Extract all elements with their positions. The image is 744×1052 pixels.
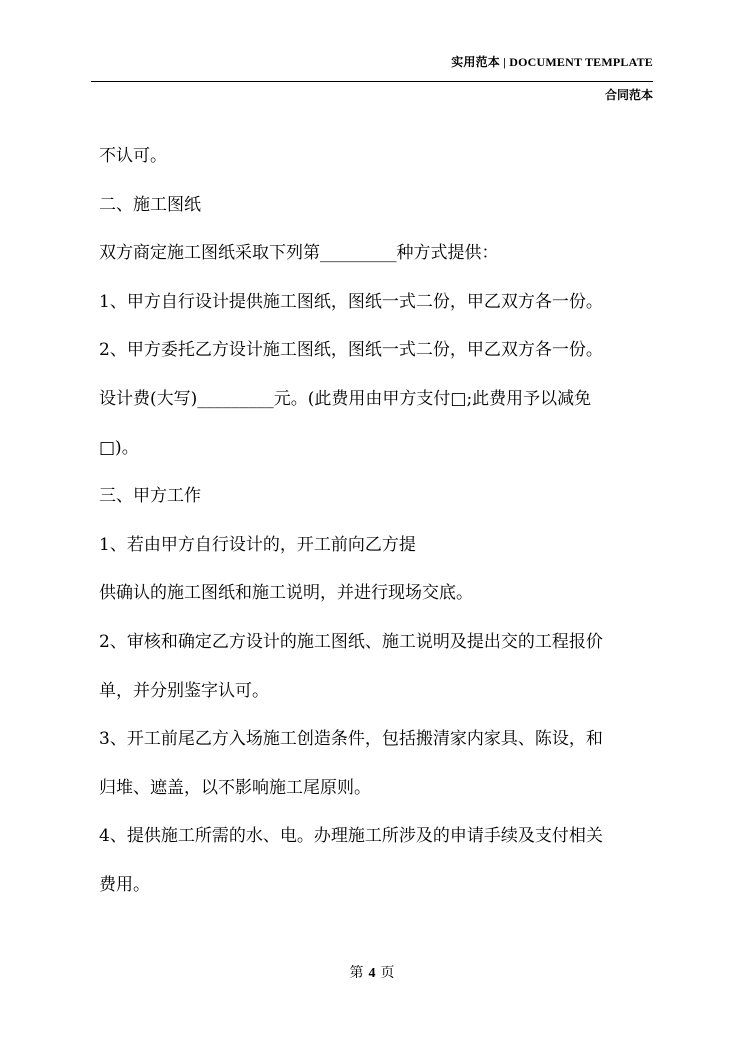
document-body: [99, 134, 659, 912]
section-heading-drawings: 二、施工图纸: [99, 194, 201, 215]
body-line: 不认可。: [99, 146, 167, 166]
body-line: 供确认的施工图纸和施工说明，并进行现场交底。: [99, 583, 473, 604]
body-line: 归堆、遮盖，以不影响施工尾原则。: [99, 777, 371, 798]
page-footer: [0, 962, 744, 982]
header-title: 实用范本 | DOCUMENT TEMPLATE: [451, 55, 653, 69]
body-line: 设计费(大写)_________元。(此费用由甲方支付□;此费用予以减免: [99, 388, 592, 409]
page-label-prefix: 第: [349, 966, 364, 981]
body-line: 4、提供施工所需的水、电。办理施工所涉及的申请手续及支付相关: [99, 826, 603, 847]
page-number: 4: [368, 966, 376, 981]
body-line: 双方商定施工图纸采取下列第_________种方式提供：: [99, 243, 499, 264]
body-line: 2、甲方委托乙方设计施工图纸，图纸一式二份，甲乙双方各一份。: [99, 340, 603, 361]
header-divider: [91, 81, 653, 82]
body-line: 3、开工前尾乙方入场施工创造条件，包括搬清家内家具、陈设，和: [99, 729, 603, 750]
body-line: □)。: [99, 437, 139, 458]
section-heading-party-a-work: 三、甲方工作: [99, 486, 201, 507]
body-line: 费用。: [99, 874, 150, 895]
header-subtitle: 合同范本: [604, 88, 653, 102]
body-line: 单，并分别鉴字认可。: [99, 680, 269, 701]
body-line: 1、若由甲方自行设计的，开工前向乙方提: [99, 534, 416, 555]
body-line: 1、甲方自行设计提供施工图纸，图纸一式二份，甲乙双方各一份。: [99, 291, 603, 312]
body-line: 2、审核和确定乙方设计的施工图纸、施工说明及提出交的工程报价: [99, 631, 603, 652]
page-label-suffix: 页: [380, 966, 395, 981]
